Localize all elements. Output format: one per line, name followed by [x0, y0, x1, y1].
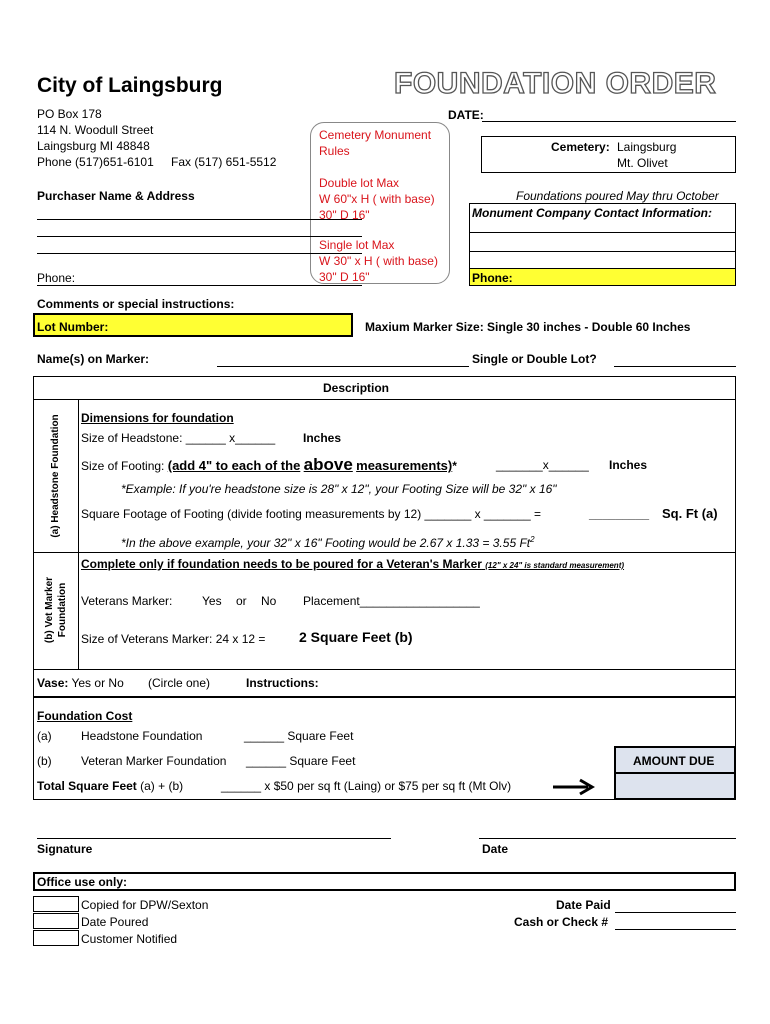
- total-ab: (a) + (b): [140, 779, 184, 793]
- rules-single-1: Single lot Max: [319, 238, 395, 252]
- square-footage-example: [121, 533, 535, 550]
- vase-options[interactable]: Yes or No: [71, 676, 124, 690]
- footing-add: (add 4" to each of the: [167, 458, 301, 473]
- veteran-title: Complete only if foundation needs to be poured for a Veteran's Marker: [81, 557, 482, 571]
- rules-single-3: 30" D 16": [319, 270, 370, 284]
- signature-date-field[interactable]: [479, 838, 736, 839]
- veterans-or-text: or: [236, 594, 247, 608]
- office-use-bar: [33, 872, 736, 891]
- headstone-inches-label: Inches: [303, 431, 342, 445]
- copied-checkbox[interactable]: [33, 896, 79, 912]
- names-field[interactable]: [217, 366, 469, 367]
- veteran-note: (12" x 24" is standard measurement): [485, 561, 625, 570]
- arrow-right-icon: [552, 777, 598, 797]
- section-a-b-divider: [33, 552, 736, 553]
- address-line-3: Laingsburg MI 48848: [37, 139, 150, 153]
- contact-line-2[interactable]: [469, 251, 736, 252]
- form-title: FOUNDATION ORDER: [394, 67, 717, 100]
- veterans-yes-option[interactable]: Yes: [202, 594, 222, 608]
- phone-number: Phone (517)651-6101: [37, 155, 154, 169]
- example-text: *In the above example, your 32" x 16" Footing would be 2.67 x 1.33 = 3.55 Ft: [121, 536, 531, 550]
- cash-check-label: Cash or Check #: [514, 915, 609, 929]
- cemetery-option-mt-olivet[interactable]: Mt. Olivet: [617, 156, 668, 170]
- cost-a-label: Headstone Foundation: [81, 729, 203, 743]
- footing-size-field[interactable]: _______x______: [496, 458, 589, 472]
- season-note: Foundations poured May thru October: [516, 189, 719, 203]
- purchaser-label: Purchaser Name & Address: [37, 189, 195, 203]
- instructions-label: Instructions:: [246, 676, 319, 690]
- description-header: Description: [323, 381, 390, 395]
- example-superscript: 2: [530, 535, 535, 544]
- date-label: DATE:: [448, 108, 484, 122]
- city-name: City of Laingsburg: [37, 74, 223, 97]
- square-footage-field[interactable]: _________: [589, 507, 650, 521]
- office-use-title: Office use only:: [37, 875, 128, 889]
- vase-label: Vase:: [37, 676, 69, 690]
- footing-example: *Example: If you're headstone size is 28" x 12", your Footing Size will be 32" x 16": [121, 482, 557, 496]
- signature-field[interactable]: [37, 838, 391, 839]
- date-paid-label: Date Paid: [556, 898, 611, 912]
- section-b-vase-divider: [33, 669, 736, 670]
- section-b-label-1: (b) Vet Marker: [44, 576, 55, 644]
- comments-label: Comments or special instructions:: [37, 297, 235, 311]
- purchaser-line-3[interactable]: [37, 253, 362, 254]
- purchaser-line-2[interactable]: [37, 236, 362, 237]
- side-column-divider: [78, 399, 79, 669]
- single-double-label: Single or Double Lot?: [472, 352, 597, 366]
- veterans-no-option[interactable]: No: [261, 594, 277, 608]
- footing-inches-label: Inches: [609, 458, 648, 472]
- footing-prefix: Size of Footing:: [81, 459, 165, 473]
- contact-phone-divider: [469, 268, 736, 269]
- veteran-section-title: [81, 557, 624, 573]
- cemetery-option-laingsburg[interactable]: Laingsburg: [617, 140, 677, 154]
- headstone-size-field[interactable]: Size of Headstone: ______ x______: [81, 431, 276, 445]
- total-label: Total Square Feet: [37, 779, 137, 793]
- fax-number: Fax (517) 651-5512: [171, 155, 277, 169]
- veterans-marker-label: Veterans Marker:: [81, 594, 173, 608]
- cost-b-marker: (b): [37, 754, 52, 768]
- rules-single-2: W 30" x H ( with base): [319, 254, 438, 268]
- rules-double-1: Double lot Max: [319, 176, 400, 190]
- sq-ft-a-label: Sq. Ft (a): [662, 506, 718, 521]
- contact-phone-label: Phone:: [472, 271, 513, 285]
- cost-b-field[interactable]: ______ Square Feet: [246, 754, 356, 768]
- cemetery-label: Cemetery:: [551, 140, 610, 154]
- amount-due-field[interactable]: [616, 774, 734, 798]
- date-poured-checkbox[interactable]: [33, 913, 79, 929]
- copied-label: Copied for DPW/Sexton: [81, 898, 209, 912]
- vet-size-label: Size of Veterans Marker: 24 x 12 =: [81, 632, 266, 646]
- rules-title-2: Rules: [319, 144, 350, 158]
- amount-due-label: AMOUNT DUE: [633, 754, 715, 768]
- total-rate-field[interactable]: ______ x $50 per sq ft (Laing) or $75 per sq ft (Mt Olv): [221, 779, 512, 793]
- purchaser-phone-field[interactable]: [37, 285, 362, 286]
- date-paid-field[interactable]: [615, 912, 736, 913]
- footing-size-label: [81, 455, 457, 474]
- address-line-2: 114 N. Woodull Street: [37, 123, 154, 137]
- lot-number-label: Lot Number:: [37, 320, 109, 334]
- contact-line-1[interactable]: [469, 232, 736, 233]
- purchaser-line-1[interactable]: [37, 219, 362, 220]
- names-label: Name(s) on Marker:: [37, 352, 150, 366]
- contact-label: Monument Company Contact Information:: [472, 206, 712, 220]
- footing-asterisk: *: [452, 459, 457, 473]
- section-a-label: (a) Headstone Foundation: [50, 414, 61, 538]
- cost-title: Foundation Cost: [37, 709, 133, 723]
- footing-above: above: [303, 455, 353, 474]
- rules-double-3: 30" D 16": [319, 208, 370, 222]
- max-marker-size: Maxium Marker Size: Single 30 inches - Double 60 Inches: [365, 320, 691, 334]
- vase-row: [37, 676, 124, 690]
- customer-notified-checkbox[interactable]: [33, 930, 79, 946]
- vase-circle-note: (Circle one): [148, 676, 211, 690]
- cost-b-label: Veteran Marker Foundation: [81, 754, 227, 768]
- signature-label: Signature: [37, 842, 93, 856]
- footing-measurements: measurements): [356, 458, 453, 473]
- rules-title-1: Cemetery Monument: [319, 128, 432, 142]
- cost-a-field[interactable]: ______ Square Feet: [244, 729, 354, 743]
- total-row: [37, 779, 183, 793]
- purchaser-phone-label: Phone:: [37, 271, 76, 285]
- vet-size-result: 2 Square Feet (b): [299, 629, 413, 645]
- section-b-label-2: Foundation: [57, 582, 68, 638]
- address-line-1: PO Box 178: [37, 107, 102, 121]
- placement-field[interactable]: Placement__________________: [303, 594, 480, 608]
- single-double-field[interactable]: [614, 366, 736, 367]
- date-poured-label: Date Poured: [81, 915, 149, 929]
- cost-a-marker: (a): [37, 729, 52, 743]
- signature-date-label: Date: [482, 842, 509, 856]
- date-field[interactable]: [482, 121, 736, 122]
- customer-notified-label: Customer Notified: [81, 932, 178, 946]
- cash-check-field[interactable]: [615, 929, 736, 930]
- square-footage-label: Square Footage of Footing (divide footing measurements by 12) _______ x _______ =: [81, 507, 541, 521]
- dimensions-title: Dimensions for foundation: [81, 411, 234, 425]
- description-header-divider: [33, 399, 736, 400]
- rules-double-2: W 60"x H ( with base): [319, 192, 435, 206]
